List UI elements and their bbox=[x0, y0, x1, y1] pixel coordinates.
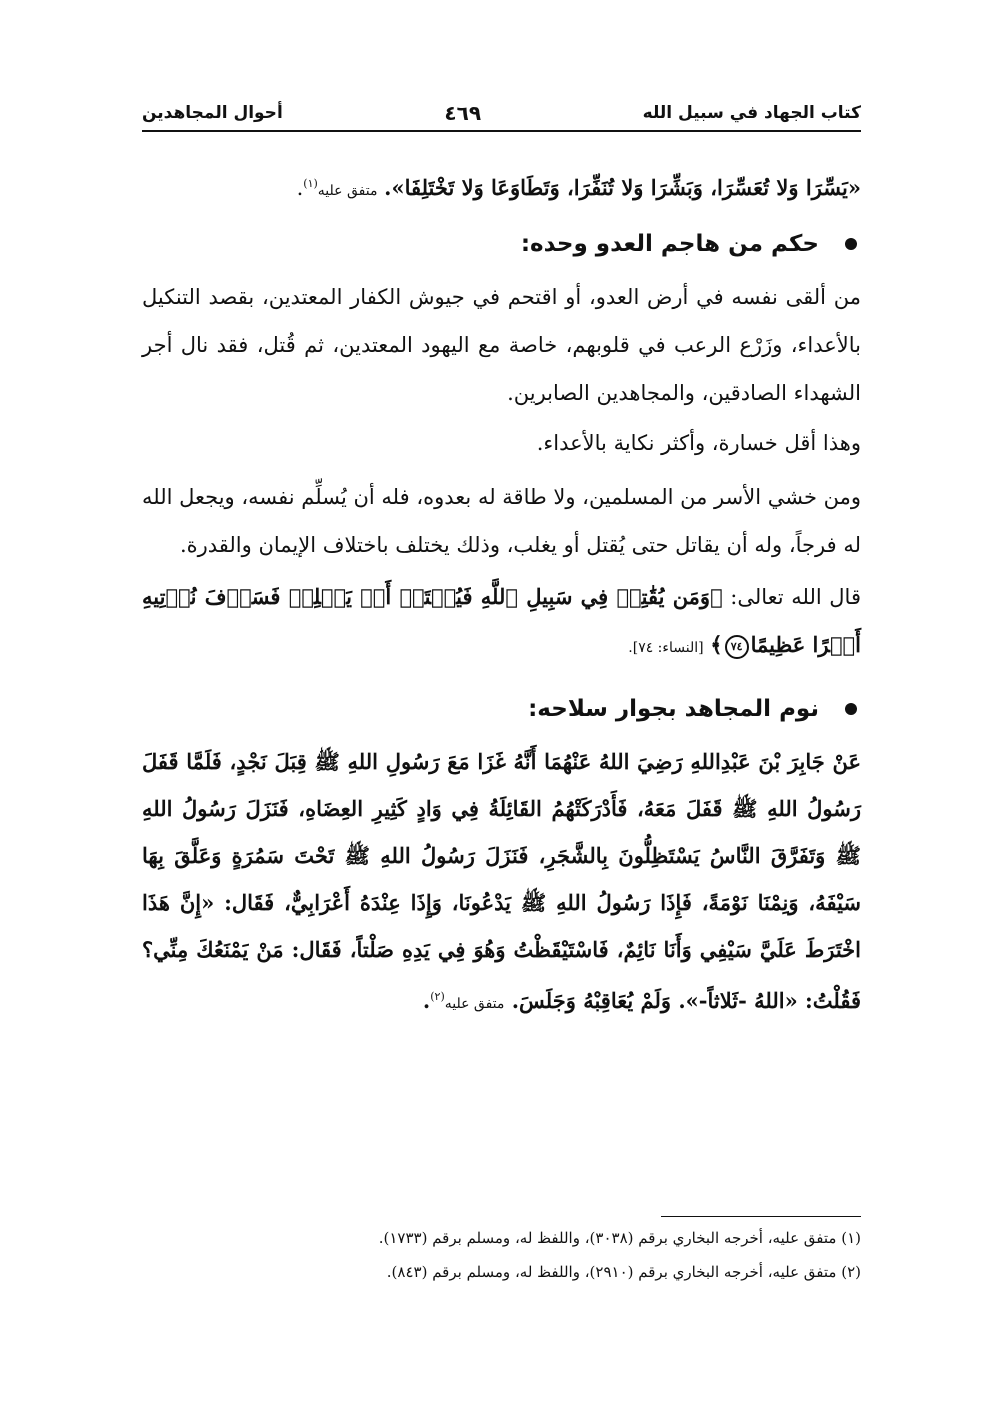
page-number: ٤٦٩ bbox=[444, 101, 482, 125]
footnote-ref-1: (١) bbox=[303, 177, 318, 190]
section-heading-lone-attack bbox=[142, 215, 861, 273]
footnotes bbox=[142, 1216, 861, 1289]
intro-hadith: «يَسِّرَا وَلا تُعَسِّرَا، وَبَشِّرَا وَلا تُنَفِّرَا، وَتَطَاوَعَا وَلا تَخْتَلِفَا». متفق عليه$^{(١)}$. bbox=[296, 175, 861, 200]
paragraph: وهذا أقل خسارة، وأكثر نكاية بالأعداء. bbox=[536, 431, 861, 455]
quran-reference: [النساء: ٧٤]. bbox=[628, 640, 704, 656]
bullet-icon bbox=[845, 238, 857, 250]
quran-text: ﴿وَمَن يُقَٰتِلۡ فِي سَبِيلِ ٱللَّهِ فَيُقۡتَلۡ أَوۡ يَغۡلِبۡ فَسَوۡفَ نُؤۡتِيهِ أَجۡرًا عَظِيمًا bbox=[142, 584, 861, 657]
quran-citation bbox=[142, 573, 861, 672]
hadith-paragraph: عَنْ جَابِرَ بْنَ عَبْدِاللهِ رَضِيَ اللهُ عَنْهُمَا أَنَّهُ غَزَا مَعَ رَسُولِ اللهِ ﷺ قِبَلَ نَجْدٍ، فَلَمَّا قَفَلَ رَسُولُ اللهِ ﷺ قَفَلَ مَعَهُ، فَأَدْرَكَتْهُمُ القَائِلَةُ فِي وَادٍ كَثِيرِ العِضَاهِ، فَنَزَلَ رَسُولُ اللهِ ﷺ وَتَفَرَّقَ النَّاسُ يَسْتَظِلُّونَ بِالشَّجَرِ، فَنَزَلَ رَسُولُ اللهِ ﷺ تَحْتَ سَمُرَةٍ وَعَلَّقَ بِهَا سَيْفَهُ، وَنِمْنَا نَوْمَةً، فَإِذَا رَسُولُ اللهِ ﷺ يَدْعُونَا، وَإِذَا عِنْدَهُ أَعْرَابِيٌّ، فَقَال: «إِنَّ هَذَا اخْتَرَطَ عَلَيَّ سَيْفِي وَأَنَا نَائِمٌ، فَاسْتَيْقَظْتُ وَهُوَ فِي يَدِهِ صَلْتاً، فَقَال: مَنْ يَمْنَعُكَ مِنِّي؟ فَقُلْتُ: «اللهُ -ثَلاثاً-». وَلَمْ يُعَاقِبْهُ وَجَلَسَ. متفق عليه$^{(٢)}$. bbox=[142, 749, 861, 1013]
intro-hadith-note: متفق عليه bbox=[317, 183, 378, 199]
section-heading-text: حكم من هاجم العدو وحده: bbox=[520, 231, 819, 257]
book-title: كتاب الجهاد في سبيل الله bbox=[642, 103, 861, 123]
page-body bbox=[142, 160, 861, 1028]
footnote-ref-2: (٢) bbox=[430, 990, 445, 1003]
quran-intro: قال الله تعالى: bbox=[730, 585, 861, 609]
hadith-text: عَنْ جَابِرَ بْنَ عَبْدِاللهِ رَضِيَ اللهُ عَنْهُمَا أَنَّهُ غَزَا مَعَ رَسُولِ اللهِ ﷺ قِبَلَ نَجْدٍ، فَلَمَّا قَفَلَ رَسُولُ اللهِ ﷺ قَفَلَ مَعَهُ، فَأَدْرَكَتْهُمُ القَائِلَةُ فِي وَادٍ كَثِيرِ العِضَاهِ، فَنَزَلَ رَسُولُ اللهِ ﷺ وَتَفَرَّقَ النَّاسُ يَسْتَظِلُّونَ بِالشَّجَرِ، فَنَزَلَ رَسُولُ اللهِ ﷺ تَحْتَ سَمُرَةٍ وَعَلَّقَ بِهَا سَيْفَهُ، وَنِمْنَا نَوْمَةً، فَإِذَا رَسُولُ اللهِ ﷺ يَدْعُونَا، وَإِذَا عِنْدَهُ أَعْرَابِيٌّ، فَقَال: «إِنَّ هَذَا اخْتَرَطَ عَلَيَّ سَيْفِي وَأَنَا نَائِمٌ، فَاسْتَيْقَظْتُ وَهُوَ فِي يَدِهِ صَلْتاً، فَقَال: مَنْ يَمْنَعُكَ مِنِّي؟ فَقُلْتُ: «اللهُ -ثَلاثاً-». وَلَمْ يُعَاقِبْهُ وَجَلَسَ. bbox=[142, 749, 861, 1013]
footnote: (٢) متفق عليه، أخرجه البخاري برقم (٢٩١٠)، واللفظ له، ومسلم برقم (٨٤٣). bbox=[386, 1263, 861, 1281]
hadith-block bbox=[142, 738, 861, 1028]
footnote-divider bbox=[661, 1216, 861, 1217]
chapter-title: أحوال المجاهدين bbox=[142, 103, 283, 123]
paragraph: ومن خشي الأسر من المسلمين، ولا طاقة له بعدوه، فله أن يُسلِّم نفسه، ويجعل الله له فرجاً، وله أن يقاتل حتى يُقتل أو يغلب، وذلك يختلف باختلاف الإيمان والقدرة. bbox=[142, 485, 861, 557]
running-header bbox=[142, 96, 861, 132]
section-heading-sleep bbox=[142, 680, 861, 738]
hadith-note: متفق عليه bbox=[444, 996, 505, 1012]
paragraph: من ألقى نفسه في أرض العدو، أو اقتحم في جيوش الكفار المعتدين، بقصد التنكيل بالأعداء، وزَرْع الرعب في قلوبهم، خاصة مع اليهود المعتدين، ثم قُتل، فقد نال أجر الشهداء الصادقين، والمجاهدين الصابرين. bbox=[142, 285, 861, 405]
section-heading-text: نوم المجاهد بجوار سلاحه: bbox=[528, 696, 819, 722]
ayah-number-icon: ٧٤ bbox=[725, 635, 749, 659]
intro-hadith-text: «يَسِّرَا وَلا تُعَسِّرَا، وَبَشِّرَا وَلا تُنَفِّرَا، وَتَطَاوَعَا وَلا تَخْتَلِفَا». bbox=[384, 175, 861, 200]
bullet-icon bbox=[845, 703, 857, 715]
footnote: (١) متفق عليه، أخرجه البخاري برقم (٣٠٣٨)، واللفظ له، ومسلم برقم (١٧٣٣). bbox=[378, 1229, 861, 1247]
quran-close: ﴾ bbox=[710, 632, 723, 657]
